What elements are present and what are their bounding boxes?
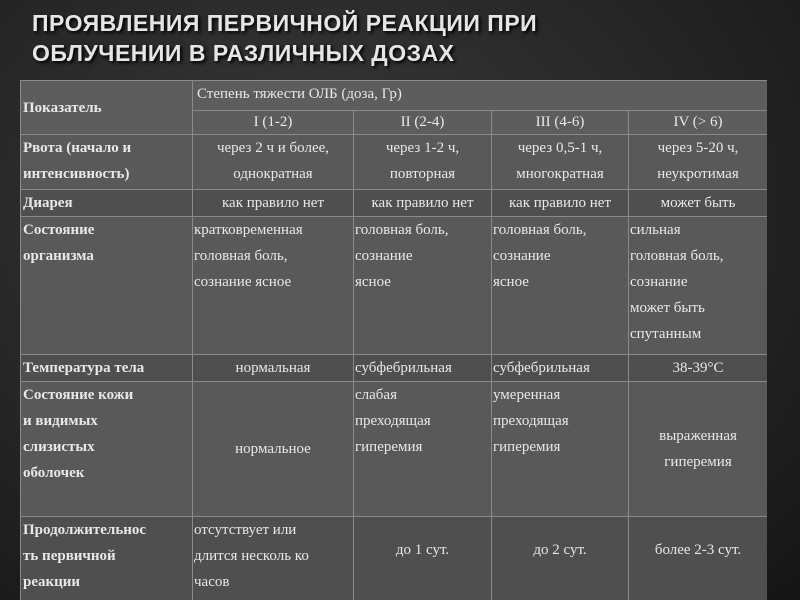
- cell-line: длится несколь ко: [194, 548, 309, 564]
- cell-line: субфебрильная: [355, 360, 452, 376]
- cell-line: сознание ясное: [194, 274, 292, 290]
- cell-line: как правило нет: [371, 195, 474, 211]
- cell-line: может быть: [660, 195, 736, 211]
- table-cell: [629, 382, 768, 517]
- cell-line: головная боль,: [355, 222, 449, 238]
- header-degree-1: I (1-2): [193, 111, 354, 135]
- slide-title-line-1: ПРОЯВЛЕНИЯ ПЕРВИЧНОЙ РЕАКЦИИ ПРИ: [32, 10, 538, 36]
- cell-line: до 1 сут.: [395, 542, 450, 558]
- table-cell: [193, 382, 354, 517]
- row-label-body-condition: [21, 217, 193, 355]
- table-cell: [492, 517, 629, 600]
- cell-line: нормальное: [235, 441, 311, 457]
- cell-line: спутанным: [630, 326, 702, 342]
- cell-line: ясное: [355, 274, 391, 290]
- header-degree-2: II (2-4): [354, 111, 492, 135]
- cell-line: неукротимая: [657, 166, 739, 182]
- cell-line: через 0,5-1 ч,: [517, 140, 603, 156]
- table-cell: [354, 355, 492, 382]
- table-cell: [629, 217, 768, 355]
- row-label-line: реакции: [23, 574, 81, 590]
- cell-line: кратковременная: [194, 222, 303, 238]
- row-label-skin: [21, 382, 193, 517]
- table-cell: [629, 135, 768, 190]
- cell-line: головная боль,: [194, 248, 288, 264]
- row-label-diarrhea: [21, 190, 193, 217]
- row-label-line: Диарея: [23, 195, 73, 211]
- table-cell: [629, 355, 768, 382]
- row-label-vomiting: [21, 135, 193, 190]
- cell-line: ясное: [493, 274, 529, 290]
- table-row: [21, 190, 768, 217]
- cell-line: гиперемия: [355, 439, 423, 455]
- table-cell: [193, 217, 354, 355]
- cell-line: однократная: [233, 166, 313, 182]
- cell-line: головная боль,: [630, 248, 724, 264]
- table-cell: [492, 190, 629, 217]
- header-severity: Степень тяжести ОЛБ (доза, Гр): [193, 81, 768, 111]
- dose-reaction-table: [20, 80, 767, 600]
- table-row: [21, 217, 768, 355]
- table-cell: [354, 517, 492, 600]
- row-label-line: ть первичной: [23, 548, 116, 564]
- cell-line: повторная: [389, 166, 456, 182]
- cell-line: многократная: [516, 166, 604, 182]
- header-indicator: Показатель: [21, 81, 193, 135]
- table-cell: [629, 517, 768, 600]
- table-row: [21, 135, 768, 190]
- cell-line: сознание: [630, 274, 688, 290]
- cell-line: часов: [194, 574, 230, 590]
- row-label-line: Продолжительнос: [23, 522, 147, 538]
- slide-title: [32, 8, 772, 68]
- table-cell: [492, 135, 629, 190]
- table-cell: [354, 135, 492, 190]
- cell-line: слабая: [355, 387, 397, 403]
- cell-line: как правило нет: [221, 195, 325, 211]
- table-row: [21, 355, 768, 382]
- row-label-line: интенсивность): [23, 166, 130, 182]
- cell-line: через 1-2 ч,: [385, 140, 460, 156]
- table-container: [20, 80, 767, 600]
- cell-line: через 5-20 ч,: [657, 140, 739, 156]
- cell-line: сознание: [493, 248, 551, 264]
- table-cell: [193, 517, 354, 600]
- cell-line: гиперемия: [664, 454, 732, 470]
- row-label-line: оболочек: [23, 465, 85, 481]
- row-label-line: Рвота (начало и: [23, 140, 132, 156]
- cell-line: головная боль,: [493, 222, 587, 238]
- cell-line: субфебрильная: [493, 360, 590, 376]
- row-label-line: слизистых: [23, 439, 95, 455]
- table-cell: [492, 355, 629, 382]
- cell-line: до 2 сут.: [533, 542, 587, 558]
- cell-line: выраженная: [659, 428, 737, 444]
- cell-line: через 2 ч и более,: [216, 140, 330, 156]
- cell-line: отсутствует или: [194, 522, 297, 538]
- table-cell: [354, 190, 492, 217]
- cell-line: 38-39°С: [672, 360, 724, 376]
- table-cell: [193, 135, 354, 190]
- table-cell: [492, 217, 629, 355]
- cell-line: преходящая: [355, 413, 431, 429]
- header-degree-3: III (4-6): [492, 111, 629, 135]
- row-label-line: и видимых: [23, 413, 98, 429]
- cell-line: как правило нет: [508, 195, 612, 211]
- table-cell: [354, 382, 492, 517]
- cell-line: гиперемия: [493, 439, 561, 455]
- table-cell: [193, 190, 354, 217]
- cell-line: умеренная: [493, 387, 561, 403]
- table-cell: [629, 190, 768, 217]
- table-row: [21, 517, 768, 600]
- cell-line: более 2-3 сут.: [654, 542, 742, 558]
- row-label-duration: [21, 517, 193, 600]
- slide-title-line-2: ОБЛУЧЕНИИ В РАЗЛИЧНЫХ ДОЗАХ: [32, 40, 455, 66]
- table-cell: [354, 217, 492, 355]
- table-cell: [492, 382, 629, 517]
- table-cell: [193, 355, 354, 382]
- cell-line: нормальная: [235, 360, 311, 376]
- cell-line: может быть: [630, 300, 705, 316]
- row-label-line: Температура тела: [23, 360, 145, 376]
- row-label-line: Состояние: [23, 222, 95, 238]
- row-label-line: организма: [23, 248, 94, 264]
- cell-line: преходящая: [493, 413, 569, 429]
- cell-line: сильная: [630, 222, 681, 238]
- row-label-line: Состояние кожи: [23, 387, 134, 403]
- cell-line: сознание: [355, 248, 413, 264]
- table-row: [21, 382, 768, 517]
- header-degree-4: IV (> 6): [629, 111, 768, 135]
- row-label-temperature: [21, 355, 193, 382]
